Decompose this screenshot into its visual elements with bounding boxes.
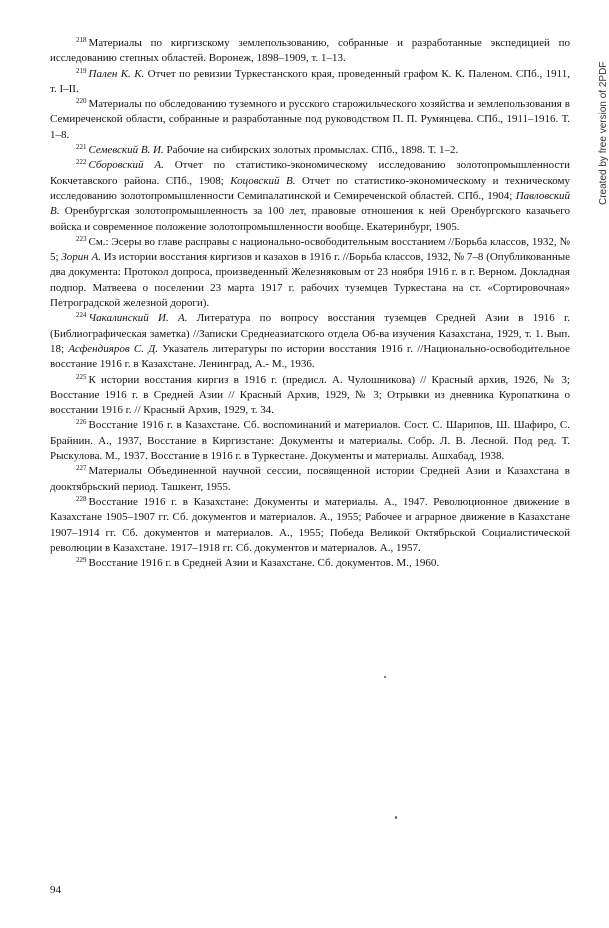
footnote-text: Указатель литературы по истории восстания 1916 г. //Национально-освободительное восстание 1916 г. в Казахстане. Ленинград, А.- М., 1936.: [50, 342, 570, 371]
footnote-220: [50, 97, 570, 143]
footnote-223: [50, 235, 570, 311]
footnote-number: 219: [76, 66, 87, 75]
author-name: Асфендияров С. Д.: [68, 342, 158, 355]
footnote-number: 225: [76, 372, 87, 381]
footnote-number: 223: [76, 234, 87, 243]
author-name: Павловский В.: [50, 189, 570, 218]
scan-speck: [395, 816, 397, 819]
footnote-text: См.: Эсеры во главе расправы с национально-освободительным восстанием //Борьба классов, 1932, № 5;: [50, 235, 570, 264]
footnote-number: 227: [76, 464, 87, 473]
footnote-number: 224: [76, 311, 87, 320]
author-name: Коцовский В.: [230, 174, 296, 187]
footnote-text: Материалы по обследованию туземного и русского старожильческого хозяйства и землепользования в Семиреченской области, собранные и разработанные под руководством П. П. Румянцева. СПб., 1911–1916. Т. 1–8.: [50, 98, 570, 141]
footnote-number: 226: [76, 418, 87, 427]
footnote-text: К истории восстания киргиз в 1916 г. (предисл. А. Чулошникова) // Красный архив, 1926, № 3; Восстание 1916 г. в Средней Азии // Красный Архив, 1929, № 3; Отрывки из дневника Куропаткина о восстании 1916 г. // Красный Архив, 1929, т. 34.: [50, 373, 570, 417]
footnote-text: Восстание 1916 г. в Казахстане: Документы и материалы. А., 1947. Революционное движение в Казахстане 1905–1907 гг. Сб. документов и материалов. А., 1955; Рабочее и аграрное движение в Казахстане 1907–1914 гг. Сб. документов и материалов. А., 1955; Победа Великой Октябрьской Социалистической революции в Казахстане. 1917–1918 гг. Сб. документов и материалов. А., 1957.: [50, 495, 570, 554]
footnote-text: Материалы Объединенной научной сессии, посвященной истории Средней Азии и Казахстана в дооктябрьский период. Ташкент, 1955.: [50, 465, 570, 493]
author-name: Зорин А.: [61, 251, 101, 264]
footnote-227: [50, 464, 570, 495]
footnote-number: 218: [76, 36, 87, 44]
footnote-number: 222: [76, 158, 87, 167]
footnote-226: [50, 418, 570, 464]
footnote-229: [50, 556, 570, 571]
footnote-218: [50, 36, 570, 67]
footnote-228: [50, 495, 570, 556]
author-name: Пален К. К.: [88, 67, 145, 80]
footnote-225: [50, 373, 570, 419]
footnote-number: 228: [76, 494, 87, 503]
page-number: 94: [50, 884, 61, 896]
footnote-text: Восстание 1916 г. в Казахстане. Сб. воспоминаний и материалов. Сост. С. Шарипов, Ш. Шафиро, С. Брайнин. А., 1937, Восстание в Киргизстане: Документы и материалы. Собр. Л. В. Лесной. Под ред. Т. Рыскулова. М., 1937. Восстание в 1916 г. в Туркестане. Документы и материалы. Ашхабад, 1938.: [50, 419, 570, 463]
footnote-222: [50, 158, 570, 234]
footnote-number: 220: [76, 97, 87, 106]
footnote-224: [50, 311, 570, 372]
author-name: Чакалинский И. А.: [88, 312, 188, 325]
author-name: Сборовский А.: [88, 159, 164, 172]
footnote-text: Оренбургская золотопромышленность за 100 лет, правовые отношения к ней Оренбургского казачьего войска и современное положение золотопромышленности вообще. Екатеринбург, 1905.: [50, 205, 570, 233]
author-name: Семевский В. И.: [88, 144, 164, 157]
footnote-text: Отчет по ревизии Туркестанского края, проведенный графом К. К. Паленом. СПб., 1911, т. I–II.: [50, 67, 570, 95]
footnote-number: 229: [76, 556, 87, 565]
footnote-221: [50, 143, 570, 158]
footnote-text: Отчет по статистико-экономическому исследованию золотопромышленности Кокчетавского района. СПб., 1908;: [50, 159, 570, 187]
footnote-text: Из истории восстания киргизов и казахов в 1916 г. //Борьба классов, 1932, № 7–8 (Опубликованные два документа: Протокол допроса, произведенный Железняковым от 23 ноября 1916 г. в г. Верном. Докладная подпор. Матвеева о поселении 23 марта 1917 г. рабочих туземцев Туркестана на ст. «Сортировочная» Петроградской железной дороги).: [50, 251, 571, 310]
footnote-text: Рабочие на сибирских золотых промыслах. СПб., 1898. Т. 1–2.: [163, 144, 459, 157]
footnote-text: Литература по вопросу восстания туземцев Средней Азии в 1916 г. (Библиографическая заметка) //Записки Среднеазиатского отдела Об-ва изучения Казахстана, 1929, т. 1. Вып. 18;: [50, 312, 570, 355]
footnote-text: Отчет по статистико-экономическому и техническому исследованию золотопромышленности Семипалатинской и Семиреченской областей. СПб., 1904;: [50, 174, 570, 202]
watermark-note: Created by free version of 2PDF: [598, 61, 609, 205]
footnote-number: 221: [76, 143, 87, 152]
footnote-219: [50, 67, 570, 98]
footnotes-block: [50, 36, 570, 571]
footnote-text: Материалы по киргизскому землепользованию, собранные и разработанные экспедицией по исследованию степных областей. Воронеж, 1898–1909, т. 1–13.: [50, 37, 570, 65]
scan-speck: [384, 676, 386, 678]
footnote-text: Восстание 1916 г. в Средней Азии и Казахстане. Сб. документов. М., 1960.: [88, 557, 440, 570]
